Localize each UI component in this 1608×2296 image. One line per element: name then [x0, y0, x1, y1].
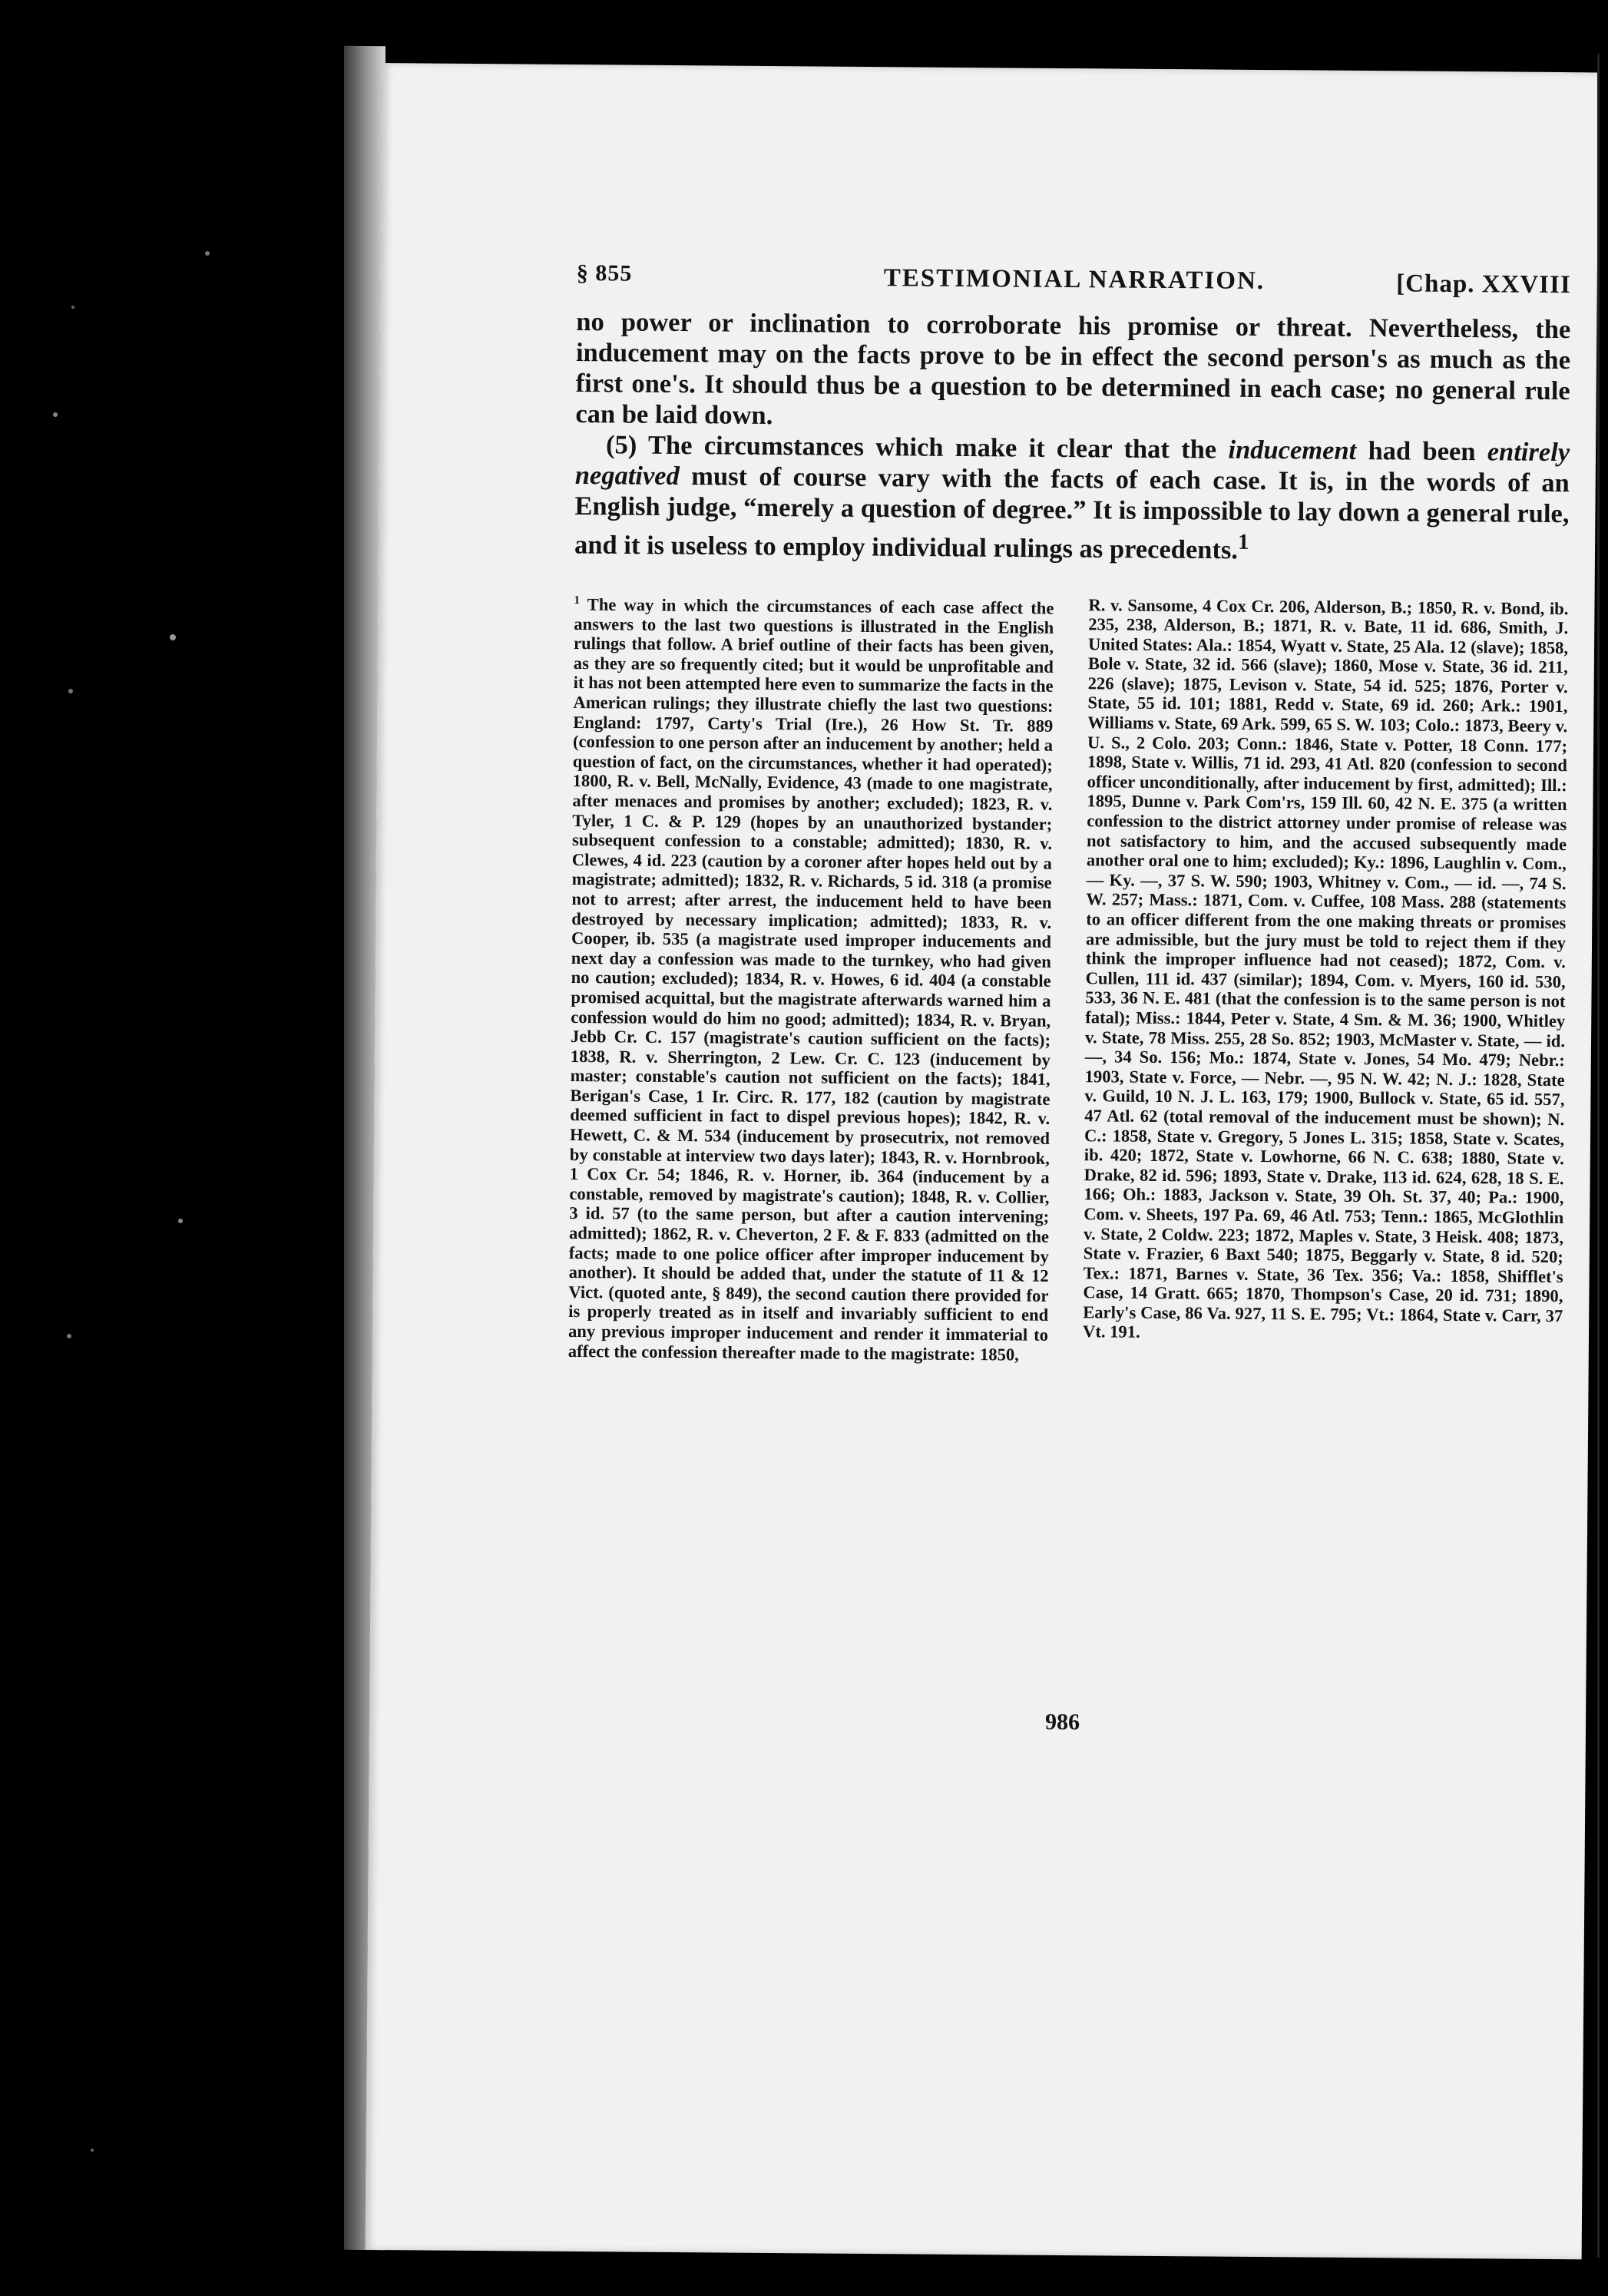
- footnote-column-left: [568, 591, 1054, 1365]
- page-number: 986: [1044, 1709, 1080, 1735]
- running-head: [577, 260, 1571, 314]
- chapter-label: [Chap. XXVIII: [1396, 270, 1571, 299]
- para2-mid: had been: [1368, 436, 1476, 467]
- para2-italic-inducement: inducement: [1228, 435, 1357, 465]
- body-paragraph-1: no power or inclination to corroborate his promise or threat. Nevertheless, the inducement may on the facts prove to be in effect the second person's as much as the first one's. It should thus be a question to be determined in each case; no general rule can be laid down.: [575, 306, 1571, 431]
- para2-italic-negatived: entirely negatived: [574, 437, 1570, 491]
- para2-end: must of course vary with the facts of each case. It is, in the words of an English judge, “merely a question of degree.” It is impossible to lay down a general rule, and it is useless to employ individual rulings as precedents.: [574, 462, 1570, 565]
- footnote-left-text: The way in which the circumstances of each case affect the answers to the last two questions is illustrated in the English rulings that follow. A brief outline of their facts has been given, as they are so frequently cited; but it would be unprofitable and it has not been attempted here even to summarize the facts in the American rulings; they illustrate chiefly the last two questions: England: 1797, Carty's Trial (Ire.), 26 How St. Tr. 889 (confession to one person after an inducement by another; held a question of fact, on the circumstances, whether it had operated); 1800, R. v. Bell, McNally, Evidence, 43 (made to one magistrate, after menaces and promises by another; excluded); 1823, R. v. Tyler, 1 C. & P. 129 (hopes by an unauthorized bystander; subsequent confession to a constable; admitted); 1830, R. v. Clewes, 4 id. 223 (caution by a coroner after hopes held out by a magistrate; admitted); 1832, R. v. Richards, 5 id. 318 (a promise not to arrest; after arrest, the inducement held to have been destroyed by necessary implication; admitted); 1833, R. v. Cooper, ib. 535 (a magistrate used improper inducements and next day a confession was made to the turnkey, who had given no caution; excluded); 1834, R. v. Howes, 6 id. 404 (a constable promised acquittal, but the magistrate afterwards warned him a confession would do him no good; admitted); 1834, R. v. Bryan, Jebb Cr. C. 157 (magistrate's caution sufficient on the facts); 1838, R. v. Sherrington, 2 Lew. Cr. C. 123 (inducement by master; constable's caution not sufficient on the facts); 1841, Berigan's Case, 1 Ir. Circ. R. 177, 182 (caution by magistrate deemed sufficient in fact to dispel previous hopes); 1842, R. v. Hewett, C. & M. 534 (inducement by prosecutrix, not removed by constable at interview two days later); 1843, R. v. Hornbrook, 1 Cox Cr. 54; 1846, R. v. Horner, ib. 364 (inducement by a constable, removed by magistrate's caution); 1848, R. v. Collier, 3 id. 57 (to the same person, but after a caution intervening; admitted); 1862, R. v. Cheverton, 2 F. & F. 833 (admitted on the facts; made to one police officer after improper inducement by another). It should be added that, under the statute of 11 & 12 Vict. (quoted ante, § 849), the second caution there provided for is properly treated as in itself and invariably sufficient to end any previous improper inducement and render it immaterial to affect the confession thereafter made to the magistrate: 1850,: [567, 594, 1054, 1365]
- body-paragraph-2: [574, 429, 1570, 568]
- page-edge-line: [1597, 54, 1600, 2258]
- footnote-marker: 1: [574, 594, 581, 607]
- page-text-block: [567, 260, 1571, 1735]
- section-number: § 855: [576, 260, 633, 286]
- para2-start: (5) The circumstances which make it clear that the: [605, 430, 1217, 465]
- footnotes: [568, 591, 1569, 1368]
- footnote-reference: 1: [1237, 529, 1249, 554]
- book-page: [366, 63, 1599, 2259]
- footnote-column-right: R. v. Sansome, 4 Cox Cr. 206, Alderson, B.; 1850, R. v. Bond, ib. 235, 238, Alderson, B.; 1871, R. v. Bate, 11 id. 686, Smith, J. United States: Ala.: 1854, Wyatt v. State, 25 Ala. 12 (slave); 1858, Bole v. State, 32 id. 566 (slave); 1860, Mose v. State, 36 id. 211, 226 (slave); 1875, Levison v. State, 54 id. 525; 1876, Porter v. State, 55 id. 101; 1881, Redd v. State, 69 id. 260; Ark.: 1901, Williams v. State, 69 Ark. 599, 65 S. W. 103; Colo.: 1873, Beery v. U. S., 2 Colo. 203; Conn.: 1846, State v. Potter, 18 Conn. 177; 1898, State v. Willis, 71 id. 293, 41 Atl. 820 (confession to second officer unconditionally, after inducement by first, admitted); Ill.: 1895, Dunne v. Park Com'rs, 159 Ill. 60, 42 N. E. 375 (a written confession to the district attorney under promise of release was not satisfactory to him, and the accused subsequently made another oral one to him; excluded); Ky.: 1896, Laughlin v. Com., — Ky. —, 37 S. W. 590; 1903, Whitney v. Com., — id. —, 74 S. W. 257; Mass.: 1871, Com. v. Cuffee, 108 Mass. 288 (statements to an officer different from the one making threats or promises are admissible, but the jury must be told to reject them if they think the improper influence had not ceased); 1872, Com. v. Cullen, 111 id. 437 (similar); 1894, Com. v. Myers, 160 id. 530, 533, 36 N. E. 481 (that the confession is to the same person is not fatal); Miss.: 1844, Peter v. State, 4 Sm. & M. 36; 1900, Whitley v. State, 78 Miss. 255, 28 So. 852; 1903, McMaster v. State, — id. —, 34 So. 156; Mo.: 1874, State v. Jones, 54 Mo. 479; Nebr.: 1903, State v. Force, — Nebr. —, 95 N. W. 42; N. J.: 1828, State v. Guild, 10 N. J. L. 163, 179; 1900, Bullock v. State, 65 id. 557, 47 Atl. 62 (total removal of the inducement must be shown); N. C.: 1858, State v. Gregory, 5 Jones L. 315; 1858, State v. Scates, ib. 420; 1872, State v. Lowhorne, 66 N. C. 638; 1880, State v. Drake, 82 id. 596; 1893, State v. Drake, 113 id. 624, 628, 18 S. E. 166; Oh.: 1883, Jackson v. State, 39 Oh. St. 37, 40; Pa.: 1900, Com. v. Sheets, 197 Pa. 69, 46 Atl. 753; Tenn.: 1865, McGlothlin v. State, 2 Coldw. 223; 1872, Maples v. State, 3 Heisk. 408; 1873, State v. Frazier, 6 Baxt 540; 1875, Beggarly v. State, 8 id. 520; Tex.: 1871, Barnes v. State, 36 Tex. 356; Va.: 1858, Shifflet's Case, 14 Gratt. 665; 1870, Thompson's Case, 20 id. 731; 1890, Early's Case, 86 Va. 927, 11 S. E. 795; Vt.: 1864, State v. Carr, 37 Vt. 191.: [1082, 594, 1569, 1342]
- scan-background-specks: [0, 0, 353, 2296]
- page-title: TESTIMONIAL NARRATION.: [883, 264, 1266, 296]
